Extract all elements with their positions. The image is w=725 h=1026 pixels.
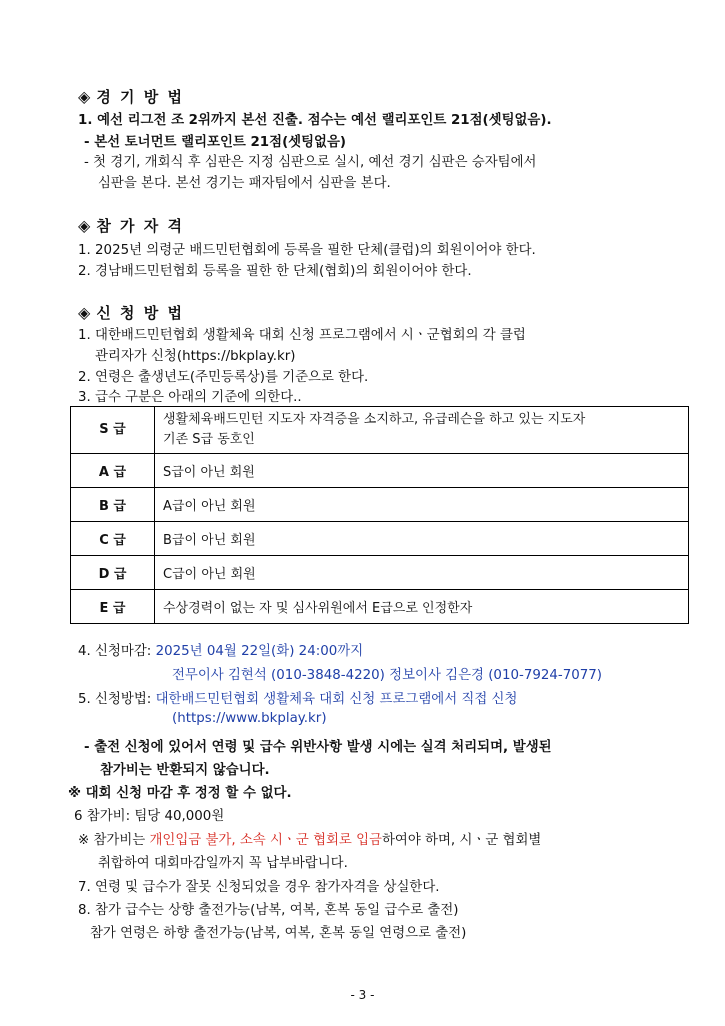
method-label: 5. 신청방법: — [78, 692, 152, 707]
match-rule-3-line2: 심판을 본다. 본선 경기는 패자팀에서 심판을 본다. — [98, 176, 391, 191]
grade-desc-cell: B급이 아닌 회원 — [155, 522, 689, 556]
grade-desc-cell: C급이 아닌 회원 — [155, 556, 689, 590]
table-row — [71, 522, 689, 556]
rule-8-line1: 8. 참가 급수는 상향 출전가능(남복, 여복, 혼복 동일 급수로 출전) — [78, 903, 459, 918]
page-number: - 3 - — [350, 988, 375, 1002]
section-title: 참 가 자 격 — [96, 217, 184, 235]
method-value: 대한배드민턴협회 생활체육 대회 신청 프로그램에서 직접 신청 — [155, 692, 518, 707]
application-3: 3. 급수 구분은 아래의 기준에 의한다.. — [78, 390, 302, 405]
application-1-line1: 1. 대한배드민턴협회 생활체육 대회 신청 프로그램에서 시ㆍ군협회의 각 클럽 — [78, 328, 526, 343]
grade-desc-line1: 생활체육배드민턴 지도자 자격증을 소지하고, 유급레슨을 하고 있는 지도자 — [163, 412, 586, 427]
application-1-line2: 관리자가 신청(https://bkplay.kr) — [95, 349, 296, 364]
grade-desc-cell: A급이 아닌 회원 — [155, 488, 689, 522]
grade-cell: B 급 — [71, 488, 155, 522]
rule-8-line2: 참가 연령은 하향 출전가능(남복, 여복, 혼복 동일 연령으로 출전) — [90, 926, 467, 941]
grade-desc-line2: 기존 S급 동호인 — [163, 432, 255, 447]
entry-fee: 6 참가비: 팀당 40,000원 — [74, 809, 225, 824]
section-heading-application — [78, 302, 184, 323]
eligibility-2: 2. 경남배드민턴협회 등록을 필한 한 단체(협회)의 회원이어야 한다. — [78, 264, 472, 279]
contact-info: 전무이사 김현석 (010-3848-4220) 정보이사 김은경 (010-7924-7077) — [172, 668, 603, 683]
diamond-icon: ◈ — [78, 216, 91, 235]
grade-cell: A 급 — [71, 454, 155, 488]
table-row — [71, 454, 689, 488]
deadline-label: 4. 신청마감: — [78, 644, 152, 659]
diamond-icon: ◈ — [78, 303, 91, 322]
match-rule-1: 1. 예선 리그전 조 2위까지 본선 진출. 점수는 예선 랠리포인트 21점(셋팅없음). — [78, 113, 552, 128]
deadline-value: 2025년 04월 22일(화) 24:00까지 — [155, 644, 364, 659]
grade-cell: D 급 — [71, 556, 155, 590]
fee-warning-association: 소속 시ㆍ군 협회로 입금 — [239, 833, 382, 848]
fee-text: 하여야 하며, 시ㆍ군 협회별 — [382, 833, 542, 848]
fee-text: ※ 참가비는 — [78, 833, 150, 848]
method-url: (https://www.bkplay.kr) — [172, 711, 327, 726]
fee-separator: , — [231, 833, 240, 848]
grade-cell: S 급 — [71, 407, 155, 454]
table-row — [71, 590, 689, 624]
section-heading-eligibility — [78, 215, 184, 236]
grade-cell: E 급 — [71, 590, 155, 624]
warning-line2: 참가비는 반환되지 않습니다. — [100, 763, 270, 778]
grade-table — [70, 406, 689, 624]
match-rule-2: - 본선 토너먼트 랠리포인트 21점(셋팅없음) — [84, 135, 347, 150]
section-title: 경 기 방 법 — [96, 88, 184, 106]
grade-cell: C 급 — [71, 522, 155, 556]
no-correction-notice: ※ 대회 신청 마감 후 정정 할 수 없다. — [68, 786, 292, 801]
grade-desc-cell: S급이 아닌 회원 — [155, 454, 689, 488]
table-row — [71, 488, 689, 522]
section-title: 신 청 방 법 — [96, 304, 184, 322]
eligibility-1: 1. 2025년 의령군 배드민턴협회에 등록을 필한 단체(클럽)의 회원이어야 한다. — [78, 243, 536, 258]
section-heading-match-method — [78, 86, 184, 107]
table-row — [71, 556, 689, 590]
grade-desc-cell — [155, 407, 689, 454]
fee-warning-individual: 개인입금 불가 — [149, 833, 232, 848]
grade-desc-cell: 수상경력이 없는 자 및 심사위원에서 E급으로 인정한자 — [155, 590, 689, 624]
table-row — [71, 407, 689, 454]
deadline-row — [78, 640, 363, 659]
warning-line1: - 출전 신청에 있어서 연령 및 급수 위반사항 발생 시에는 실격 처리되며, 발생된 — [84, 740, 552, 755]
application-2: 2. 연령은 출생년도(주민등록상)를 기준으로 한다. — [78, 370, 369, 385]
method-row — [78, 688, 517, 707]
match-rule-3-line1: - 첫 경기, 개회식 후 심판은 지정 심판으로 실시, 예선 경기 심판은 승자팀에서 — [84, 155, 537, 170]
fee-notice-line2: 취합하여 대회마감일까지 꼭 납부바랍니다. — [98, 856, 348, 871]
diamond-icon: ◈ — [78, 87, 91, 106]
rule-7: 7. 연령 및 급수가 잘못 신청되었을 경우 참가자격을 상실한다. — [78, 880, 440, 895]
fee-notice-line1 — [78, 829, 541, 848]
